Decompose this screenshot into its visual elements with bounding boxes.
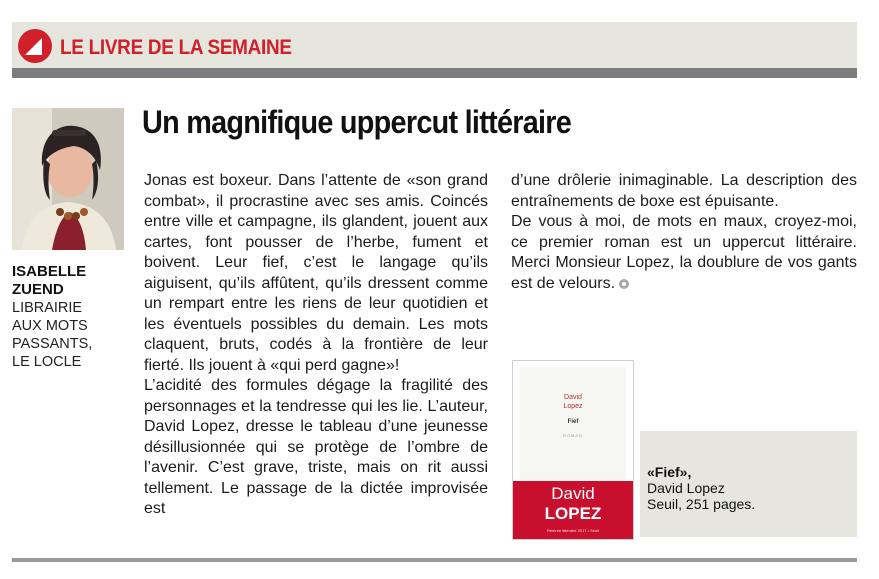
author-role-line: LIBRAIRIE: [12, 300, 83, 316]
author-role-line: LE LOCLE: [12, 354, 82, 370]
end-of-article-icon: [619, 279, 629, 289]
paragraph-text: De vous à moi, de mots en maux, croyez-moi, ce premier roman est un uppercut littéraire. Merci Monsieur Lopez, la doublure de vos gants est de velours.: [511, 213, 857, 292]
author-first-name: ISABELLE: [12, 263, 87, 280]
book-title: «Fief»,: [647, 464, 692, 480]
rubric-rule: [12, 68, 857, 78]
author-role: [12, 299, 92, 371]
cover-footer: Rentrée littéraire 2017 • Seuil: [546, 528, 600, 533]
author-last-name: ZUEND: [12, 281, 64, 298]
book-author: David Lopez: [647, 480, 725, 496]
bottom-rule: [12, 558, 857, 562]
author-role-line: PASSANTS,: [12, 336, 93, 352]
cover-author-firstname: David: [551, 484, 595, 503]
book-publisher-pages: Seuil, 251 pages.: [647, 496, 756, 512]
author-role-line: AUX MOTS: [12, 318, 88, 334]
rubric-logo-icon: [17, 28, 53, 64]
author-name: [12, 263, 86, 299]
paragraph: L’acidité des formules dégage la fragilité des personnages et la tendresse qui les lie. L’auteur, David Lopez, dresse le tableau d’une jeunesse désillusionnée qui se protège de l’ombre de l’avenir. C’est grave, triste, mais on rit aussi tellement. Le passage de la dictée improvisée est: [144, 377, 488, 517]
cover-title-small: Fief: [567, 419, 579, 425]
paragraph: d’une drôlerie inimaginable. La description des entraînements de boxe est épuisante.: [511, 172, 857, 210]
book-cover: [512, 360, 634, 540]
cover-author-lastname: LOPEZ: [544, 504, 602, 523]
cover-genre-small: ROMAN: [563, 433, 583, 438]
article-column-1: [144, 171, 488, 543]
article-column-2: [511, 171, 857, 294]
paragraph-last: [511, 212, 857, 294]
article-headline: Un magnifique uppercut littéraire: [142, 104, 572, 140]
author-photo: [12, 108, 124, 250]
rubric-title: LE LIVRE DE LA SEMAINE: [60, 36, 292, 59]
cover-author-small: David Lopez: [563, 394, 583, 410]
paragraph: Jonas est boxeur. Dans l’attente de «son grand combat», il procrastine avec ses amis. Coincés entre ville et campagne, ils glandent, jouent aux cartes, font pousser de l’herbe, fument et boivent. Leur fief, c’est le langage qu’ils aiguisent, qu’ils affûtent, qu’ils dressent comme un rempart entre les riens de leur quotidien et les éventuels possibles du demain. Les mots claquent, bruts, codés à la frontière de leur fierté. Ils jouent à «qui perd gagne»!: [144, 172, 488, 374]
